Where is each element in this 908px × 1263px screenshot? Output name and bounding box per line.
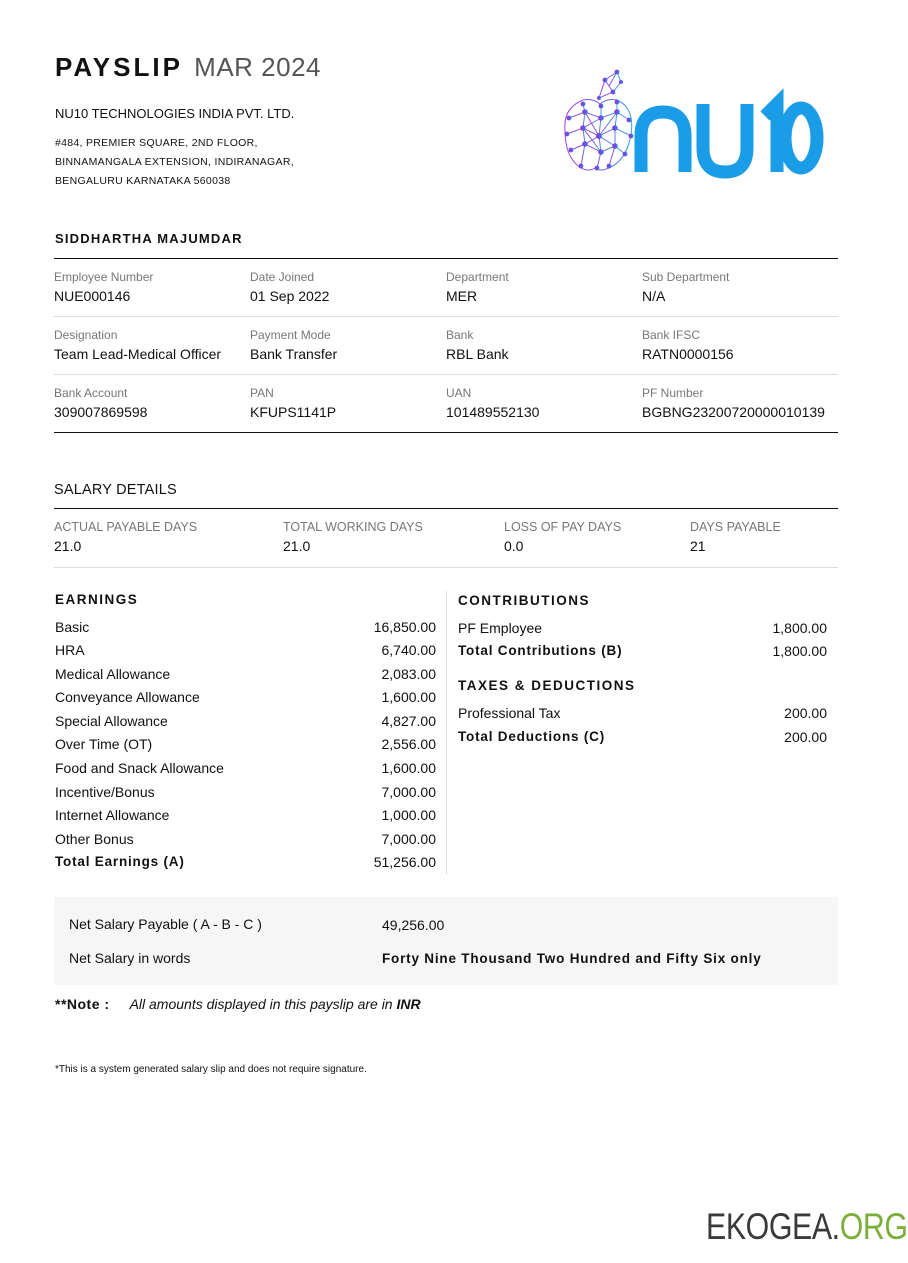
divider [54,258,838,259]
net-words-label: Net Salary in words [69,950,191,966]
total-earnings-label: Total Earnings (A) [55,854,185,869]
earning-amount: 2,083.00 [381,666,436,682]
divider [54,432,838,433]
total-deductions-label: Total Deductions (C) [458,729,605,744]
earning-amount: 2,556.00 [381,736,436,752]
earning-label: Other Bonus [55,831,134,847]
column-divider [446,591,447,874]
note [55,996,421,1012]
field-value: BGBNG23200720000010139 [642,404,825,420]
earning-label: Food and Snack Allowance [55,760,224,776]
field-value: RATN0000156 [642,346,734,362]
address-line-3: BENGALURU KARNATAKA 560038 [55,175,231,187]
field-value: RBL Bank [446,346,509,362]
field-value: Bank Transfer [250,346,338,362]
days-value: 21 [690,538,706,554]
total-contributions-label: Total Contributions (B) [458,643,623,658]
days-label: DAYS PAYABLE [690,520,781,534]
field-label: Sub Department [642,270,730,284]
field-label: Designation [54,328,118,342]
days-value: 0.0 [504,538,524,554]
divider [54,567,838,568]
field-label: Department [446,270,509,284]
total-deductions-amount: 200.00 [784,729,827,745]
field-value: 101489552130 [446,404,540,420]
field-value: NUE000146 [54,288,131,304]
earning-label: Basic [55,619,90,635]
deduction-label: Professional Tax [458,705,561,721]
watermark-part1: EKOGEA. [706,1206,840,1247]
field-label: Date Joined [250,270,315,284]
days-label: LOSS OF PAY DAYS [504,520,622,534]
net-payable-value: 49,256.00 [382,917,445,933]
footer-note: *This is a system generated salary slip and does not require signature. [55,1064,367,1075]
earning-amount: 1,600.00 [381,689,436,705]
earning-label: Special Allowance [55,713,168,729]
salary-details-title: SALARY DETAILS [54,482,177,498]
note-text: All amounts displayed in this payslip are in [129,996,397,1012]
company-logo [555,68,825,183]
earning-label: HRA [55,642,85,658]
total-contributions-amount: 1,800.00 [772,643,827,659]
earning-amount: 6,740.00 [381,642,436,658]
deduction-amount: 200.00 [784,705,827,721]
field-value: 309007869598 [54,404,148,420]
address-line-1: #484, PREMIER SQUARE, 2ND FLOOR, [55,137,258,149]
earning-amount: 16,850.00 [373,619,436,635]
payslip-title-label: PAYSLIP [55,52,183,82]
network-globe-icon [555,68,825,178]
payslip-title [55,52,321,83]
total-earnings-amount: 51,256.00 [373,854,436,870]
contribution-amount: 1,800.00 [772,620,827,636]
note-label: **Note : [55,996,110,1012]
earning-label: Over Time (OT) [55,736,153,752]
field-value: N/A [642,288,666,304]
net-payable-label: Net Salary Payable ( A - B - C ) [69,916,262,932]
earning-label: Incentive/Bonus [55,784,155,800]
employee-name: SIDDHARTHA MAJUMDAR [55,231,243,246]
earning-label: Medical Allowance [55,666,171,682]
contributions-title: CONTRIBUTIONS [458,593,590,608]
field-value: 01 Sep 2022 [250,288,330,304]
days-label: ACTUAL PAYABLE DAYS [54,520,198,534]
contribution-label: PF Employee [458,620,543,636]
field-label: Bank [446,328,474,342]
days-value: 21.0 [54,538,82,554]
earnings-title: EARNINGS [55,592,139,607]
earning-amount: 4,827.00 [381,713,436,729]
earning-amount: 7,000.00 [381,831,436,847]
field-value: Team Lead-Medical Officer [54,346,222,362]
divider [54,508,838,509]
divider [54,316,838,317]
field-label: UAN [446,386,472,400]
note-currency: INR [396,996,421,1012]
field-value: KFUPS1141P [250,404,337,420]
payslip-period: MAR 2024 [194,52,322,82]
watermark-part2: ORG [839,1206,908,1247]
field-label: PAN [250,386,274,400]
company-name: NU10 TECHNOLOGIES INDIA PVT. LTD. [55,106,295,121]
days-label: TOTAL WORKING DAYS [283,520,423,534]
field-label: Payment Mode [250,328,331,342]
watermark [706,1206,908,1248]
net-words-value: Forty Nine Thousand Two Hundred and Fifty Six only [382,951,762,966]
days-value: 21.0 [283,538,311,554]
net-salary-box [54,897,838,985]
earning-amount: 1,000.00 [381,807,436,823]
field-label: Employee Number [54,270,154,284]
field-label: Bank Account [54,386,128,400]
address-line-2: BINNAMANGALA EXTENSION, INDIRANAGAR, [55,156,294,168]
divider [54,374,838,375]
field-label: PF Number [642,386,704,400]
deductions-title: TAXES & DEDUCTIONS [458,678,636,693]
earning-amount: 1,600.00 [381,760,436,776]
earning-label: Conveyance Allowance [55,689,200,705]
field-label: Bank IFSC [642,328,701,342]
earning-label: Internet Allowance [55,807,170,823]
earning-amount: 7,000.00 [381,784,436,800]
field-value: MER [446,288,478,304]
